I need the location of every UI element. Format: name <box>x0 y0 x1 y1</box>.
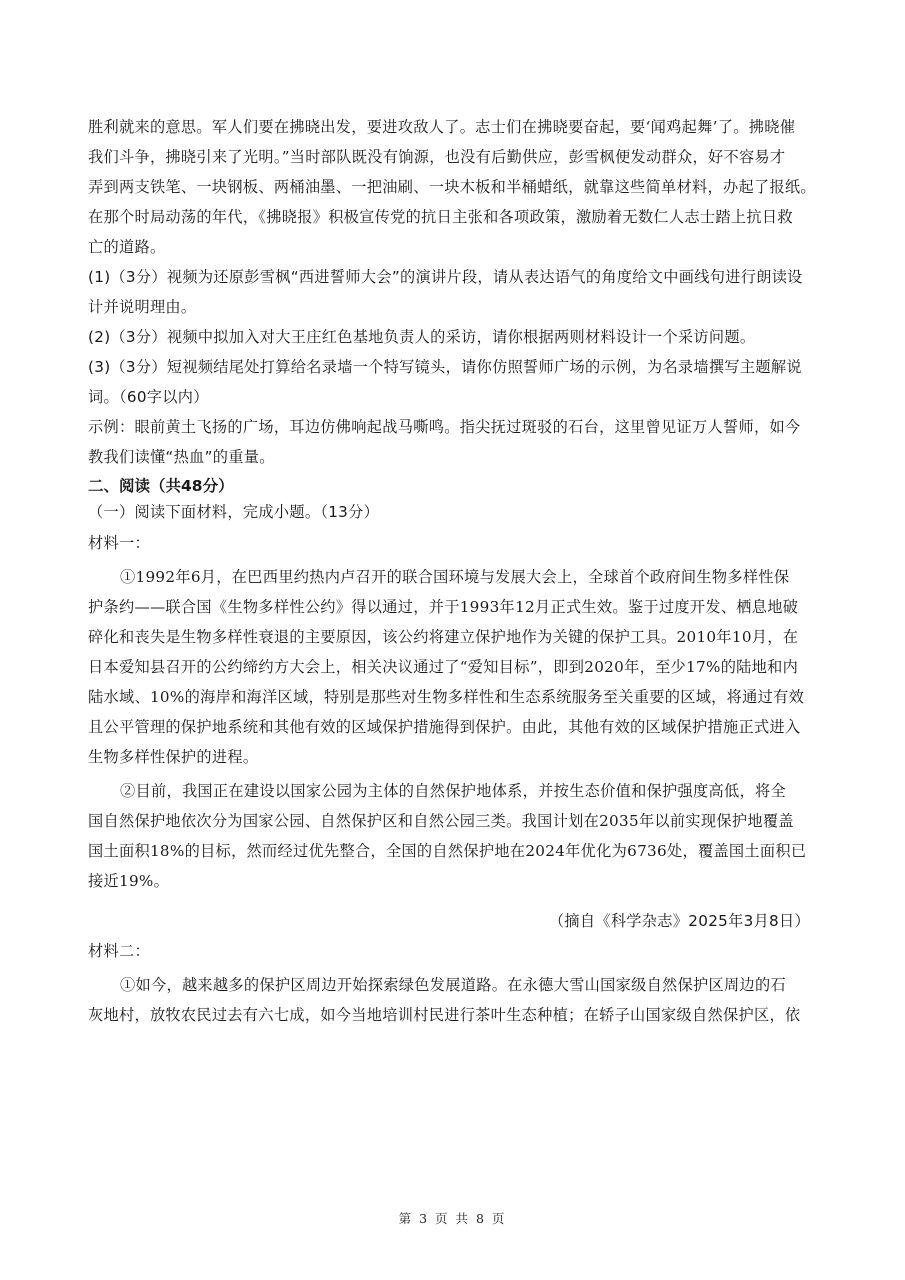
question-line: 词。（60字以内） <box>88 388 209 406</box>
paragraph-line: ①1992年6月，在巴西里约热内卢召开的联合国环境与发展大会上，全球首个政府间生物多样性保 <box>120 568 790 586</box>
material-label: 材料二： <box>88 942 150 960</box>
page-number-footer: 第 3 页 共 8 页 <box>398 1211 507 1226</box>
question-2 <box>88 322 820 352</box>
section-heading: 二、阅读（共48分） <box>88 477 234 495</box>
paragraph-line: 国土面积18%的目标，然而经过优先整合，全国的自然保护地在2024年优化为6736处，覆盖国土面积已 <box>88 842 807 860</box>
example-answer <box>88 412 820 472</box>
page-content <box>88 112 820 1030</box>
passage-line: 亡的道路。 <box>88 238 166 256</box>
question-3 <box>88 352 820 412</box>
passage-line: 在那个时局动荡的年代，《拂晓报》积极宣传党的抗日主张和各项政策，激励着无数仁人志士踏上抗日救 <box>88 208 793 226</box>
paragraph-line: 陆水域、10%的海岸和海洋区域，特别是那些对生物多样性和生态系统服务至关重要的区域，将通过有效 <box>88 688 805 706</box>
paragraph-line: 国自然保护地依次分为国家公园、自然保护区和自然公园三类。我国计划在2035年以前实现保护地覆盖 <box>88 812 794 830</box>
paragraph-line: 日本爱知县召开的公约缔约方大会上，相关决议通过了“爱知目标”，即到2020年，至少17%的陆地和内 <box>88 658 799 676</box>
paragraph-line: ②目前，我国正在建设以国家公园为主体的自然保护地体系，并按生态价值和保护强度高低，将全 <box>120 782 786 800</box>
passage-line: 我们斗争，拂晓引来了光明。”当时部队既没有饷源，也没有后勤供应，彭雪枫便发动群众，好不容易才 <box>88 148 786 166</box>
passage-line: 胜利就来的意思。军人们要在拂晓出发，要进攻敌人了。志士们在拂晓要奋起，要‘闻鸡起舞’了。拂晓催 <box>88 118 796 136</box>
paragraph-line: 生物多样性保护的进程。 <box>88 748 259 766</box>
question-line: 计并说明理由。 <box>88 298 197 316</box>
example-line: 示例：眼前黄土飞扬的广场，耳边仿佛响起战马嘶鸣。指尖抚过斑驳的石台，这里曾见证万人誓师，如今 <box>88 418 801 436</box>
paragraph-line: 护条约——联合国《生物多样性公约》得以通过，并于1993年12月正式生效。鉴于过度开发、栖息地破 <box>88 598 799 616</box>
passage-continued <box>88 112 820 262</box>
paragraph-line: 且公平管理的保护地系统和其他有效的区域保护措施得到保护。由此，其他有效的区域保护措施正式进入 <box>88 718 801 736</box>
passage-line: 弄到两支铁笔、一块钢板、两桶油墨、一把油刷、一块木板和半桶蜡纸，就靠这些简单材料，办起了报纸。 <box>88 178 816 196</box>
question-1 <box>88 262 820 322</box>
question-line: (3)（3分）短视频结尾处打算给名录墙一个特写镜头，请你仿照誓师广场的示例，为名录墙撰写主题解说 <box>88 358 802 376</box>
paragraph-line: ①如今，越来越多的保护区周边开始探索绿色发展道路。在永德大雪山国家级自然保护区周边的石 <box>120 976 786 994</box>
paragraph-line: 接近19%。 <box>88 872 170 890</box>
material-label: 材料一： <box>88 534 150 552</box>
question-line: (1)（3分）视频为还原彭雪枫“西进誓师大会”的演讲片段，请从表达语气的角度给文中画线句进行朗读设 <box>88 268 803 286</box>
material-1-paragraph-1 <box>88 562 820 772</box>
question-line: (2)（3分）视频中拟加入对大王庄红色基地负责人的采访，请你根据两则材料设计一个采访问题。 <box>88 328 756 346</box>
material-1-paragraph-2 <box>88 776 820 896</box>
paragraph-line: 碎化和丧失是生物多样性衰退的主要原因，该公约将建立保护地作为关键的保护工具。2010年10月，在 <box>88 628 799 646</box>
subsection-heading: （一）阅读下面材料，完成小题。（13分） <box>88 503 380 521</box>
material-source: （摘自《科学杂志》2025年3月8日） <box>548 912 810 930</box>
paragraph-line: 灰地村，放牧农民过去有六七成，如今当地培训村民进行茶叶生态种植；在轿子山国家级自然保护区，依 <box>88 1006 801 1024</box>
material-2 <box>88 936 820 1030</box>
example-line: 教我们读懂“热血”的重量。 <box>88 448 275 466</box>
material-1 <box>88 528 820 936</box>
material-2-paragraph-1 <box>88 970 820 1030</box>
